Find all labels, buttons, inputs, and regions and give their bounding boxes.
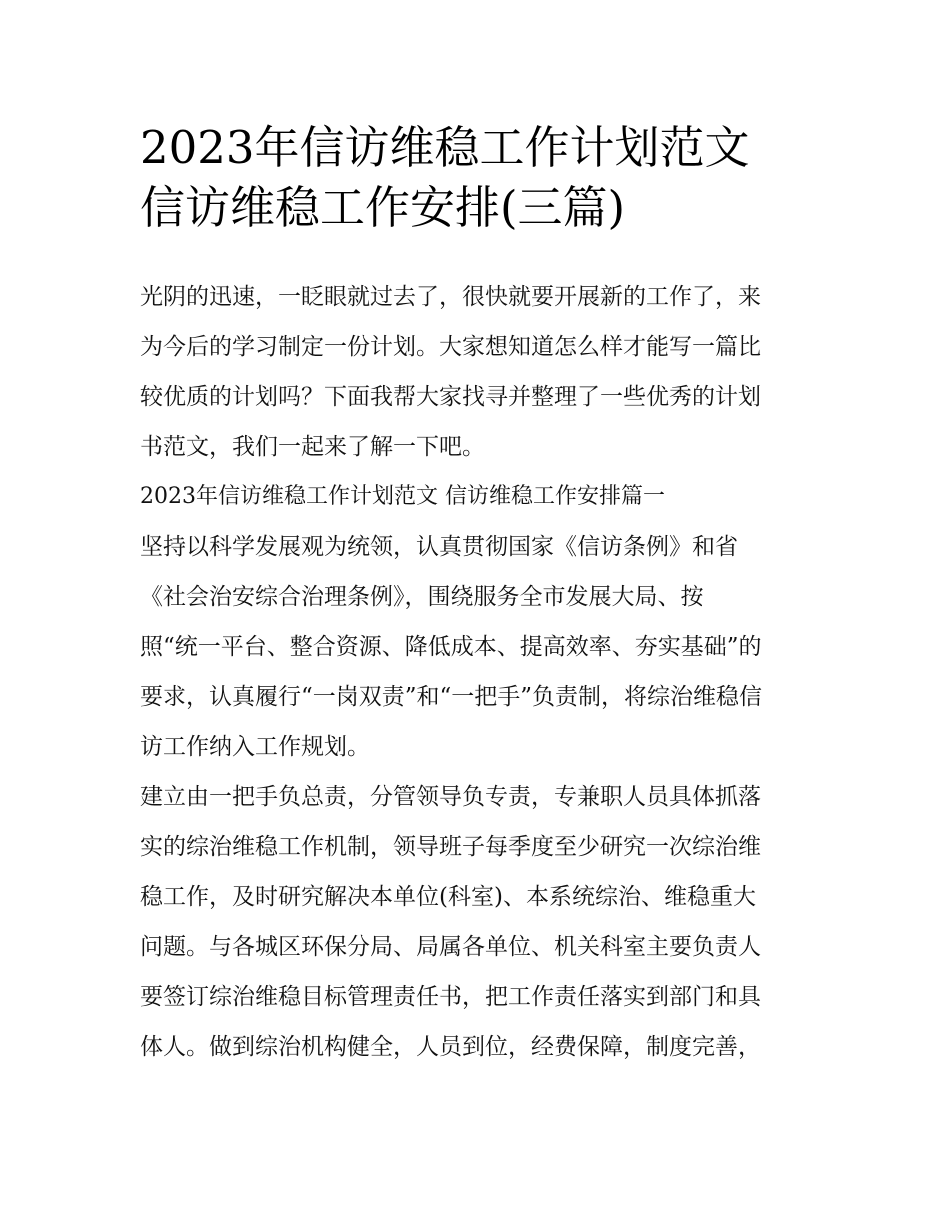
paragraph-2 (140, 772, 812, 1072)
document-content (140, 118, 812, 1072)
paragraph-2-line: 建立由一把手负总责，分管领导负专责，专兼职人员具体抓落 (140, 784, 761, 810)
intro-paragraph (140, 272, 812, 472)
paragraph-2-line: 问题。与各城区环保分局、局属各单位、机关科室主要负责人 (140, 934, 761, 960)
title-line-2: 信访维稳工作安排(三篇) (140, 181, 626, 234)
paragraph-1-line: 坚持以科学发展观为统领，认真贯彻国家《信访条例》和省 (140, 534, 738, 560)
title-line-1: 2023年信访维稳工作计划范文 (140, 121, 750, 174)
paragraph-1 (140, 522, 812, 772)
section-heading: 2023年信访维稳工作计划范文 信访维稳工作安排篇一 (140, 484, 665, 509)
document-body (140, 272, 812, 1072)
intro-line: 为今后的学习制定一份计划。大家想知道怎么样才能写一篇比 (140, 334, 761, 360)
paragraph-2-line: 体人。做到综治机构健全，人员到位，经费保障，制度完善， (140, 1034, 761, 1060)
paragraph-1-line: 照“统一平台、整合资源、降低成本、提高效率、夯实基础”的 (140, 634, 762, 660)
intro-line: 光阴的迅速，一眨眼就过去了，很快就要开展新的工作了，来 (140, 284, 761, 310)
paragraph-2-line: 要签订综治维稳目标管理责任书，把工作责任落实到部门和具 (140, 984, 761, 1010)
paragraph-1-line: 《社会治安综合治理条例》，围绕服务全市发展大局、按 (140, 584, 704, 610)
paragraph-1-line: 访工作纳入工作规划。 (140, 734, 370, 760)
intro-line: 书范文，我们一起来了解一下吧。 (140, 434, 485, 460)
paragraph-1-line: 要求，认真履行“一岗双责”和“一把手”负责制，将综治维稳信 (140, 684, 763, 710)
paragraph-2-line: 实的综治维稳工作机制，领导班子每季度至少研究一次综治维 (140, 834, 761, 860)
intro-line: 较优质的计划吗？下面我帮大家找寻并整理了一些优秀的计划 (140, 384, 761, 410)
document-title (140, 118, 812, 238)
paragraph-2-line: 稳工作，及时研究解决本单位(科室)、本系统综治、维稳重大 (140, 884, 756, 910)
